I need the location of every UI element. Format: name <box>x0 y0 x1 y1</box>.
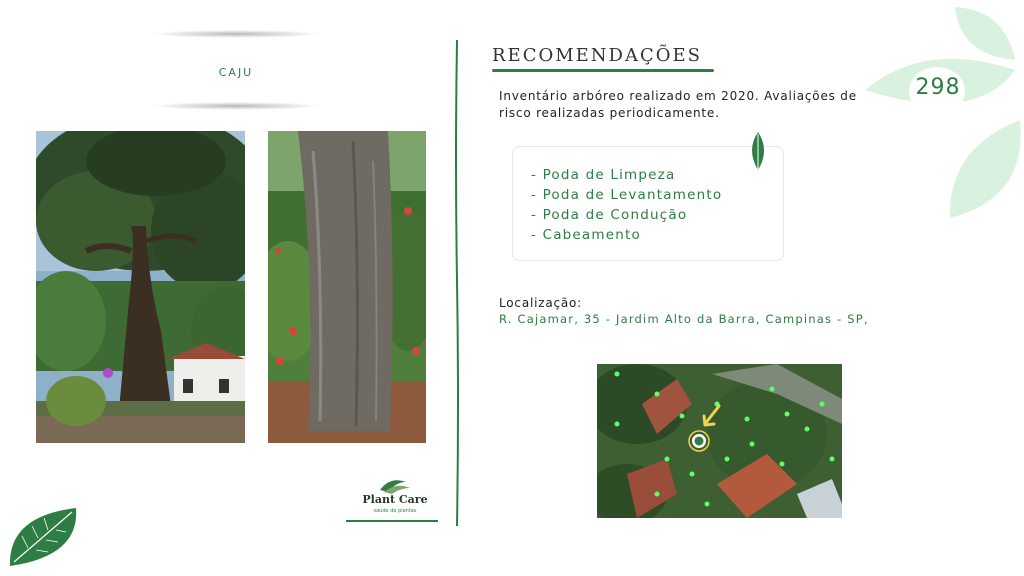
tree-photo-trunk <box>268 131 426 443</box>
location-label: Localização: <box>499 296 583 310</box>
tree-photo-full <box>36 131 245 443</box>
tree-number: 298 <box>915 75 961 100</box>
recommendations-title: RECOMENDAÇÕES <box>492 45 702 66</box>
plant-care-logo <box>356 476 434 524</box>
arrow-icon <box>701 404 723 428</box>
section-divider <box>455 40 459 526</box>
logo-underline <box>346 520 438 522</box>
leaf-icon <box>950 5 1020 65</box>
recommendations-underline <box>492 69 714 72</box>
list-item: - Poda de Levantamento <box>531 187 723 203</box>
svg-text:Plant Care: Plant Care <box>362 493 428 506</box>
recommendations-list-box <box>512 146 784 261</box>
recommendations-list <box>531 165 722 245</box>
location-map[interactable] <box>597 364 842 518</box>
list-item: - Poda de Condução <box>531 207 688 223</box>
recommendations-description: Inventário arbóreo realizado em 2020. Avaliações de risco realizadas periodicamente. <box>499 89 857 120</box>
leaf-icon <box>748 132 768 172</box>
location-pin-icon <box>687 429 711 453</box>
leaf-icon <box>948 118 1024 220</box>
species-name: CAJU <box>218 66 254 79</box>
card-shadow-bottom <box>150 102 322 110</box>
location-address: R. Cajamar, 35 - Jardim Alto da Barra, Campinas - SP, <box>499 312 869 326</box>
leaf-icon <box>8 506 80 570</box>
svg-text:saúde de plantas: saúde de plantas <box>373 508 417 514</box>
list-item: - Cabeamento <box>531 227 641 243</box>
list-item: - Poda de Limpeza <box>531 167 676 183</box>
card-shadow-top <box>150 30 322 38</box>
